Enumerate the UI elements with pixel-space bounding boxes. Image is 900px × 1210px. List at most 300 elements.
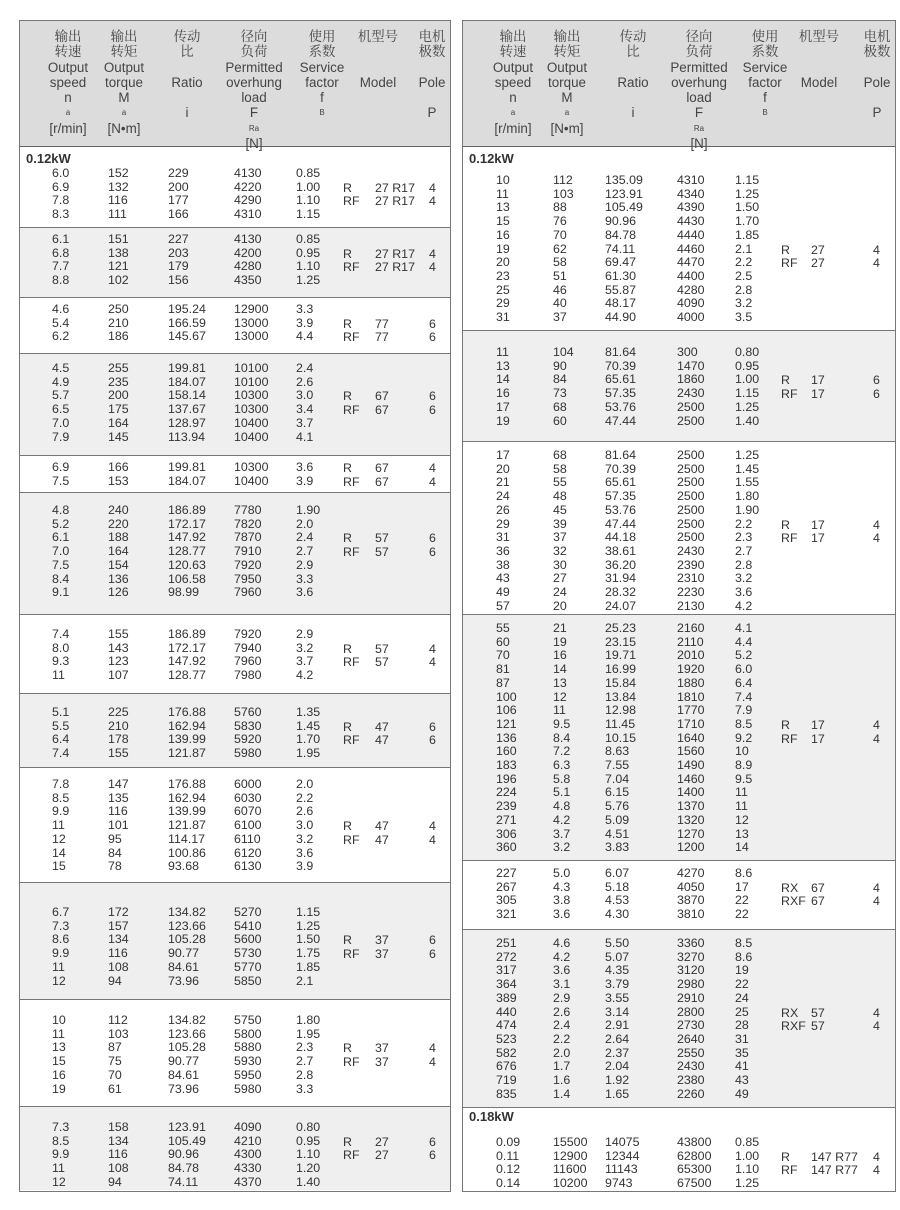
table-cell: 4.5	[52, 361, 70, 375]
table-row	[463, 992, 895, 1006]
table-row	[20, 1069, 450, 1083]
table-cell: 1.55	[735, 475, 760, 490]
table-cell: 123.91	[168, 1120, 206, 1134]
table-cell: 19.71	[605, 648, 637, 663]
table-cell: 10100	[234, 361, 269, 375]
table-cell: 19	[496, 241, 510, 256]
table-cell: 183	[496, 758, 517, 772]
table-cell: 2.9	[553, 990, 571, 1005]
table-cell: 364	[496, 977, 517, 992]
table-cell: 51	[553, 268, 567, 283]
table-cell: 1470	[677, 358, 705, 373]
row-group	[20, 297, 450, 353]
table-cell: 1270	[677, 826, 705, 841]
table-cell: 11.45	[605, 716, 636, 731]
table-cell: 4130	[234, 232, 262, 246]
model-prefix: R	[781, 242, 790, 257]
table-cell: 9.2	[735, 730, 753, 745]
table-row	[463, 867, 895, 881]
table-cell: 5750	[234, 1013, 262, 1027]
table-cell: 104	[553, 345, 574, 359]
table-cell: 1.95	[296, 746, 321, 761]
table-cell: 43	[735, 1073, 749, 1087]
table-cell: 84.61	[168, 1067, 200, 1082]
table-cell: 2640	[677, 1031, 705, 1046]
table-cell: 61	[108, 1081, 122, 1096]
model-prefix: RF	[343, 733, 360, 748]
table-cell: 7940	[234, 640, 262, 655]
pole-value: 4	[429, 180, 436, 195]
model-prefix: RF	[781, 531, 798, 546]
table-cell: 8.6	[52, 932, 70, 947]
model-prefix: RF	[781, 731, 798, 746]
table-cell: 4220	[234, 179, 262, 194]
table-cell: 7.9	[52, 429, 70, 444]
table-cell: 2500	[677, 475, 705, 490]
model-size: 67	[811, 880, 825, 895]
table-cell: 24	[496, 489, 510, 504]
table-cell: 3.14	[605, 1004, 630, 1019]
table-cell: 1.25	[296, 918, 321, 933]
row-group	[20, 455, 450, 492]
header-unit: i	[631, 105, 635, 121]
table-cell: 5880	[234, 1040, 262, 1055]
table-cell: 13	[52, 1040, 66, 1055]
model-size: 17	[811, 731, 825, 746]
row-group	[20, 767, 450, 882]
table-cell: 123.66	[168, 1026, 206, 1041]
table-cell: 16	[496, 386, 510, 401]
model-prefix: RF	[343, 330, 360, 345]
table-row	[20, 167, 450, 181]
table-cell: 3.6	[296, 845, 314, 860]
table-cell: 6130	[234, 859, 262, 874]
model-size: 47	[375, 733, 389, 748]
table-cell: 90.96	[168, 1147, 200, 1162]
table-cell: 2010	[677, 648, 705, 663]
table-cell: 145.67	[168, 329, 206, 344]
table-cell: 3.3	[296, 571, 314, 586]
table-cell: 7960	[234, 585, 262, 600]
table-cell: 108	[108, 1161, 129, 1176]
table-cell: 1880	[677, 675, 705, 690]
table-cell: 7.4	[52, 746, 70, 761]
header-unit: [r/min]	[494, 120, 532, 136]
table-cell: 4090	[677, 296, 705, 311]
header-symbol-sub: a	[65, 108, 71, 118]
table-cell: 48.17	[605, 296, 637, 311]
table-cell: 20	[496, 461, 510, 476]
table-cell: 1200	[677, 840, 705, 855]
table-cell: 2.6	[553, 1004, 571, 1019]
table-cell: 123	[108, 654, 129, 669]
table-cell: 98.99	[168, 585, 200, 600]
table-cell: 4.6	[553, 936, 571, 950]
table-cell: 65.61	[605, 475, 637, 490]
model-size: 27 R17	[375, 180, 415, 195]
table-cell: 16	[52, 1067, 66, 1082]
table-cell: 70.39	[605, 461, 637, 476]
header-en: Service	[299, 59, 345, 75]
table-cell: 2.3	[296, 1040, 314, 1055]
table-cell: 12.98	[605, 703, 637, 718]
model-prefix: R	[343, 719, 352, 734]
table-row	[463, 691, 895, 705]
table-cell: 5770	[234, 959, 262, 974]
table-cell: 114.17	[168, 831, 205, 846]
header-zh: 使用	[751, 29, 779, 44]
table-cell: 1.00	[735, 1148, 760, 1163]
table-cell: 4.2	[553, 812, 571, 827]
table-cell: 147	[108, 777, 129, 791]
table-cell: 224	[496, 785, 517, 800]
table-row	[20, 303, 450, 317]
header-col	[832, 29, 900, 121]
model-size: 147 R77	[811, 1163, 858, 1178]
table-cell: 73.96	[168, 973, 200, 988]
table-cell: 5980	[234, 1081, 262, 1096]
table-cell: 102	[108, 273, 129, 288]
table-cell: 6110	[234, 831, 261, 846]
table-cell: 55	[553, 475, 567, 490]
table-cell: 3.2	[296, 640, 314, 655]
model-prefix: RF	[343, 947, 360, 962]
table-cell: 22	[735, 977, 749, 992]
table-cell: 176.88	[168, 705, 206, 719]
header-zh: 比	[180, 44, 194, 60]
table-cell: 8.3	[52, 207, 70, 222]
table-row	[463, 908, 895, 922]
table-row	[20, 431, 450, 445]
table-cell: 175	[108, 402, 129, 417]
table-cell: 105.28	[168, 1040, 206, 1055]
table-cell: 55	[496, 621, 510, 635]
pole-value: 6	[429, 403, 436, 418]
model-prefix: RF	[343, 403, 360, 418]
table-cell: 16	[553, 648, 567, 663]
table-row	[463, 559, 895, 573]
table-cell: 2.37	[605, 1045, 630, 1060]
table-cell: 10400	[234, 473, 269, 488]
model-size: 17	[811, 373, 825, 388]
table-cell: 440	[496, 1004, 517, 1019]
table-cell: 2.2	[735, 516, 753, 531]
table-cell: 13000	[234, 329, 269, 344]
table-cell: 43	[496, 571, 510, 586]
header-zh: 电机	[418, 29, 446, 44]
pole-value: 4	[873, 242, 880, 257]
header-en: Ratio	[617, 74, 649, 90]
table-cell: 3.6	[553, 963, 571, 978]
table-cell: 2980	[677, 977, 705, 992]
model-size: 17	[811, 531, 825, 546]
table-cell: 177	[168, 193, 189, 208]
table-cell: 84.61	[168, 959, 200, 974]
table-cell: 28.32	[605, 585, 637, 599]
table-cell: 28	[735, 1018, 749, 1033]
table-cell: 94	[108, 973, 122, 988]
table-cell: 1920	[677, 662, 705, 677]
table-row	[463, 894, 895, 908]
pole-value: 4	[873, 1149, 880, 1164]
table-cell: 240	[108, 503, 129, 517]
table-cell: 4340	[677, 186, 705, 201]
table-cell: 195.24	[168, 302, 206, 316]
table-cell: 2430	[677, 386, 705, 401]
table-cell: 166	[168, 207, 189, 222]
model-size: 37	[375, 1041, 389, 1056]
table-cell: 75	[108, 1054, 122, 1069]
table-cell: 7920	[234, 627, 262, 641]
table-row	[463, 773, 895, 787]
table-cell: 35	[735, 1045, 749, 1060]
table-cell: 68	[553, 448, 567, 462]
table-cell: 14	[735, 840, 749, 855]
table-row	[463, 373, 895, 387]
table-cell: 17	[496, 399, 510, 414]
model-size: 37	[375, 933, 389, 948]
table-cell: 9.5	[735, 771, 753, 786]
table-row	[463, 229, 895, 243]
table-cell: 12	[52, 973, 66, 988]
header-en: Output	[103, 59, 145, 75]
header-zh: 系数	[308, 44, 336, 60]
table-cell: 225	[108, 705, 129, 719]
table-cell: 3.55	[605, 990, 630, 1005]
table-cell: 11	[496, 345, 509, 359]
table-row	[463, 1074, 895, 1088]
table-cell: 14	[52, 845, 66, 860]
header-symbol: M a	[79, 90, 169, 121]
model-prefix: RF	[781, 387, 798, 402]
table-cell: 44.90	[605, 310, 637, 324]
table-row	[463, 600, 895, 614]
table-cell: 9.9	[52, 804, 70, 819]
header-en: Output	[546, 59, 588, 75]
table-row	[463, 800, 895, 814]
table-cell: 1.25	[735, 1176, 760, 1191]
table-cell: 10400	[234, 429, 269, 444]
table-cell: 134	[108, 1133, 129, 1148]
table-cell: 6.9	[52, 460, 70, 474]
table-cell: 7.0	[52, 415, 70, 430]
table-cell: 2800	[677, 1004, 705, 1019]
table-cell: 305	[496, 893, 517, 908]
table-cell: 2500	[677, 461, 705, 476]
table-cell: 2.8	[735, 557, 753, 572]
table-cell: 23.15	[605, 634, 637, 649]
table-row	[463, 732, 895, 746]
table-cell: 389	[496, 990, 517, 1005]
table-cell: 1.10	[296, 259, 321, 274]
table-cell: 1.80	[296, 1013, 321, 1027]
table-row	[463, 463, 895, 477]
table-cell: 3120	[677, 963, 705, 978]
table-cell: 101	[108, 818, 129, 833]
table-row	[463, 677, 895, 691]
table-cell: 3.7	[296, 415, 314, 430]
table-cell: 121.87	[168, 746, 206, 761]
table-cell: 2.8	[296, 1067, 314, 1082]
table-cell: 8.6	[735, 866, 753, 880]
table-row	[463, 476, 895, 490]
table-row	[463, 786, 895, 800]
table-cell: 5.2	[52, 516, 70, 531]
header-en: Pole	[863, 74, 891, 90]
table-cell: 2310	[677, 571, 705, 586]
table-row	[463, 346, 895, 360]
table-cell: 105.49	[605, 200, 643, 215]
table-row	[20, 208, 450, 222]
table-cell: 7.0	[52, 544, 70, 559]
table-cell: 2.8	[735, 282, 753, 297]
table-cell: 5920	[234, 732, 262, 747]
table-cell: 7.3	[52, 1120, 70, 1134]
model-prefix: RXF	[781, 1019, 806, 1034]
table-cell: 13.84	[605, 689, 637, 704]
pole-value: 6	[429, 316, 436, 331]
table-cell: 100.86	[168, 845, 206, 860]
table-cell: 188	[108, 530, 129, 545]
table-cell: 12	[553, 689, 567, 704]
table-cell: 10	[496, 173, 510, 187]
model-size: 27 R17	[375, 246, 415, 261]
table-cell: 132	[108, 179, 129, 194]
table-cell: 11	[52, 668, 65, 683]
model-prefix: R	[343, 1134, 352, 1149]
table-cell: 8.9	[735, 758, 753, 772]
table-cell: 2.4	[553, 1018, 571, 1033]
table-cell: 210	[108, 315, 129, 330]
table-cell: 62	[553, 241, 567, 256]
table-cell: 12900	[553, 1148, 588, 1163]
table-cell: 155	[108, 627, 129, 641]
table-row	[20, 518, 450, 532]
table-cell: 6.0	[52, 166, 70, 180]
table-row	[463, 1047, 895, 1061]
table-row	[463, 545, 895, 559]
pole-value: 6	[429, 1148, 436, 1163]
table-cell: 5.07	[605, 949, 630, 964]
model-size: 77	[375, 316, 389, 331]
pole-value: 6	[429, 531, 436, 546]
header-en: torque	[105, 74, 143, 90]
table-row	[20, 906, 450, 920]
table-cell: 90.77	[168, 1054, 200, 1069]
table-row	[463, 636, 895, 650]
pole-value: 6	[873, 373, 880, 388]
table-cell: 835	[496, 1086, 517, 1101]
table-cell: 24.07	[605, 598, 637, 613]
table-row	[20, 961, 450, 975]
header-unit: [N•m]	[107, 120, 141, 136]
table-cell: 4460	[677, 241, 705, 256]
table-cell: 4.4	[296, 329, 314, 344]
table-row	[463, 964, 895, 978]
table-row	[463, 1177, 895, 1191]
pole-value: 4	[873, 1163, 880, 1178]
table-row	[20, 233, 450, 247]
table-row	[463, 649, 895, 663]
table-cell: 121.87	[168, 818, 206, 833]
table-cell: 134	[108, 932, 129, 947]
header-symbol: F Ra	[209, 105, 299, 136]
table-cell: 1.15	[296, 207, 321, 222]
table-cell: 37	[553, 310, 567, 324]
table-row	[20, 778, 450, 792]
table-row	[20, 920, 450, 934]
table-cell: 317	[496, 963, 517, 978]
table-cell: 4.4	[735, 634, 753, 649]
table-cell: 53.76	[605, 399, 637, 414]
table-cell: 4.6	[52, 302, 70, 316]
table-row	[20, 747, 450, 761]
table-cell: 7.55	[605, 758, 630, 772]
table-cell: 2.0	[296, 777, 314, 791]
table-row	[20, 706, 450, 720]
table-cell: 4430	[677, 214, 705, 229]
pole-value: 6	[873, 387, 880, 402]
table-cell: 235	[108, 374, 129, 389]
table-cell: 62800	[677, 1148, 712, 1163]
table-row	[463, 1060, 895, 1074]
row-group	[20, 999, 450, 1106]
table-cell: 116	[108, 1147, 128, 1162]
table-cell: 5.0	[553, 866, 571, 880]
table-cell: 1.90	[296, 503, 321, 517]
table-row	[20, 792, 450, 806]
table-cell: 1.10	[296, 1147, 321, 1162]
table-cell: 4300	[234, 1147, 262, 1162]
table-cell: 3.7	[296, 654, 314, 669]
table-cell: 48	[553, 489, 567, 504]
table-cell: 3.6	[296, 585, 314, 600]
table-cell: 10	[735, 744, 749, 759]
row-group	[20, 353, 450, 455]
table-row	[20, 1028, 450, 1042]
table-cell: 2110	[677, 634, 704, 649]
table-cell: 184.07	[168, 473, 206, 488]
table-cell: 3.9	[296, 473, 314, 488]
table-cell: 2500	[677, 530, 705, 545]
pole-value: 6	[429, 733, 436, 748]
table-cell: 9.5	[553, 716, 571, 731]
pole-value: 4	[873, 1019, 880, 1034]
table-cell: 103	[108, 1026, 129, 1041]
table-cell: 24	[735, 990, 749, 1005]
table-cell: 11	[52, 1161, 65, 1176]
table-cell: 719	[496, 1073, 517, 1087]
table-cell: 60	[496, 634, 510, 649]
table-cell: 1.00	[296, 179, 321, 194]
table-cell: 3360	[677, 936, 705, 950]
model-prefix: R	[781, 517, 790, 532]
header-spacer	[832, 90, 900, 105]
table-cell: 36	[496, 543, 510, 558]
table-cell: 1.7	[553, 1059, 571, 1074]
table-cell: 9.1	[52, 585, 70, 600]
table-cell: 15	[52, 859, 66, 874]
table-cell: 3.3	[296, 302, 314, 316]
power-label: 0.12kW	[26, 151, 71, 166]
pole-value: 4	[429, 461, 436, 475]
header-en: Output	[492, 59, 534, 75]
table-row	[463, 360, 895, 374]
header-unit: P	[872, 105, 882, 121]
table-row	[463, 951, 895, 965]
table-cell: 13	[496, 200, 510, 215]
table-cell: 3.4	[296, 402, 314, 417]
